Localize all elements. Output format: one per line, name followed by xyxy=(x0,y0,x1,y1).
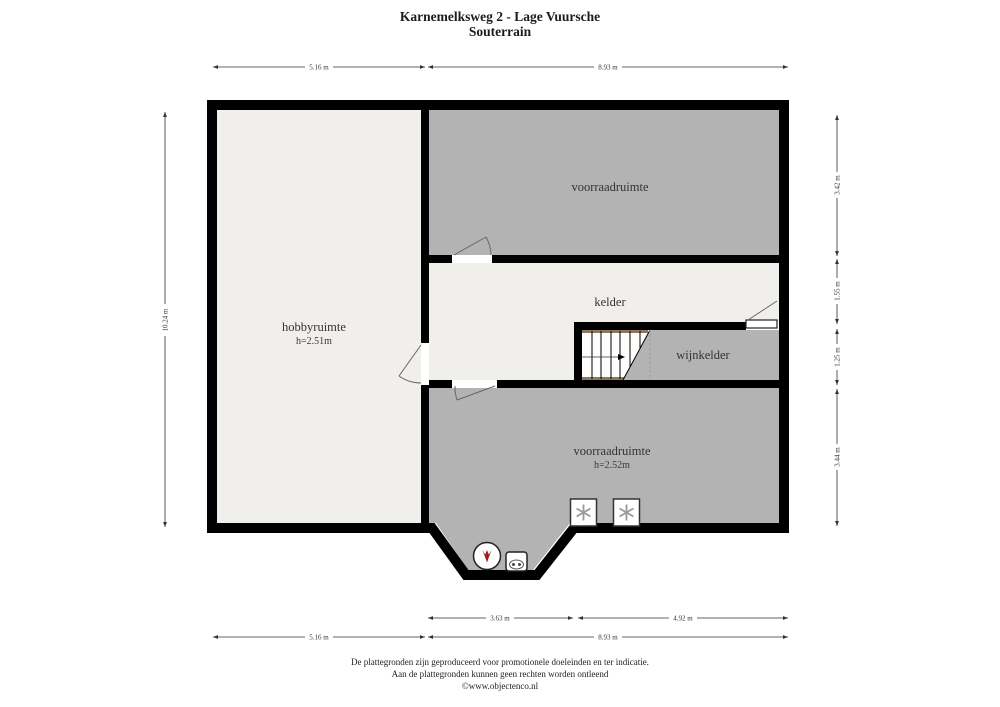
footer-line2: Aan de plattegronden kunnen geen rechten worden ontleend xyxy=(391,669,609,679)
dim-top-right xyxy=(428,63,788,71)
label-wijnkelder: wijnkelder xyxy=(676,348,730,362)
svg-text:10.24 m: 10.24 m xyxy=(161,308,170,332)
dim-right-mid2 xyxy=(833,329,841,385)
label-kelder: kelder xyxy=(594,295,626,309)
svg-text:3.63 m: 3.63 m xyxy=(490,614,510,623)
dim-bottom-total xyxy=(428,633,788,641)
footer xyxy=(351,657,649,691)
dim-left-total xyxy=(161,112,169,527)
svg-text:5.16 m: 5.16 m xyxy=(309,633,329,642)
freezer-icon xyxy=(614,499,640,526)
svg-text:3.42 m: 3.42 m xyxy=(833,175,842,195)
label-voorraadruimte-top: voorraadruimte xyxy=(571,180,649,194)
label-hobbyruimte: hobbyruimte xyxy=(282,320,346,334)
stairs-bottom-edge xyxy=(582,377,624,380)
label-voorraadruimte-bottom: voorraadruimte xyxy=(573,444,651,458)
dim-right-top xyxy=(833,115,841,256)
dim-bottom-left xyxy=(213,633,425,641)
label-voorraadruimte-bottom-height: h=2.52m xyxy=(594,460,630,471)
door-leaf xyxy=(746,320,777,328)
dim-right-mid1 xyxy=(833,259,841,324)
svg-text:1.55 m: 1.55 m xyxy=(833,281,842,301)
dim-bottom-right xyxy=(578,614,788,622)
footer-line1: De plattegronden zijn geproduceerd voor promotionele doeleinden en ter indicatie. xyxy=(351,657,649,667)
room-hobbyruimte xyxy=(217,110,421,523)
svg-text:1.25 m: 1.25 m xyxy=(833,347,842,367)
dim-top-left xyxy=(213,63,425,71)
label-hobbyruimte-height: h=2.51m xyxy=(296,336,332,347)
boiler-icon xyxy=(474,543,501,570)
svg-text:5.16 m: 5.16 m xyxy=(309,63,329,72)
dim-right-bottom xyxy=(833,389,841,526)
plan-title: Karnemelksweg 2 - Lage Vuursche xyxy=(399,9,601,24)
svg-text:4.92 m: 4.92 m xyxy=(673,614,693,623)
svg-text:8.93 m: 8.93 m xyxy=(598,63,618,72)
svg-text:3.44 m: 3.44 m xyxy=(833,447,842,467)
freezer-icon xyxy=(571,499,597,526)
room-voorraadruimte-bottom xyxy=(429,388,779,570)
plan-subtitle: Souterrain xyxy=(468,24,532,39)
water-heater-icon xyxy=(506,552,527,571)
footer-line3: ©www.objectenco.nl xyxy=(461,681,539,691)
svg-text:8.93 m: 8.93 m xyxy=(598,633,618,642)
dim-bottom-bay xyxy=(428,614,573,622)
